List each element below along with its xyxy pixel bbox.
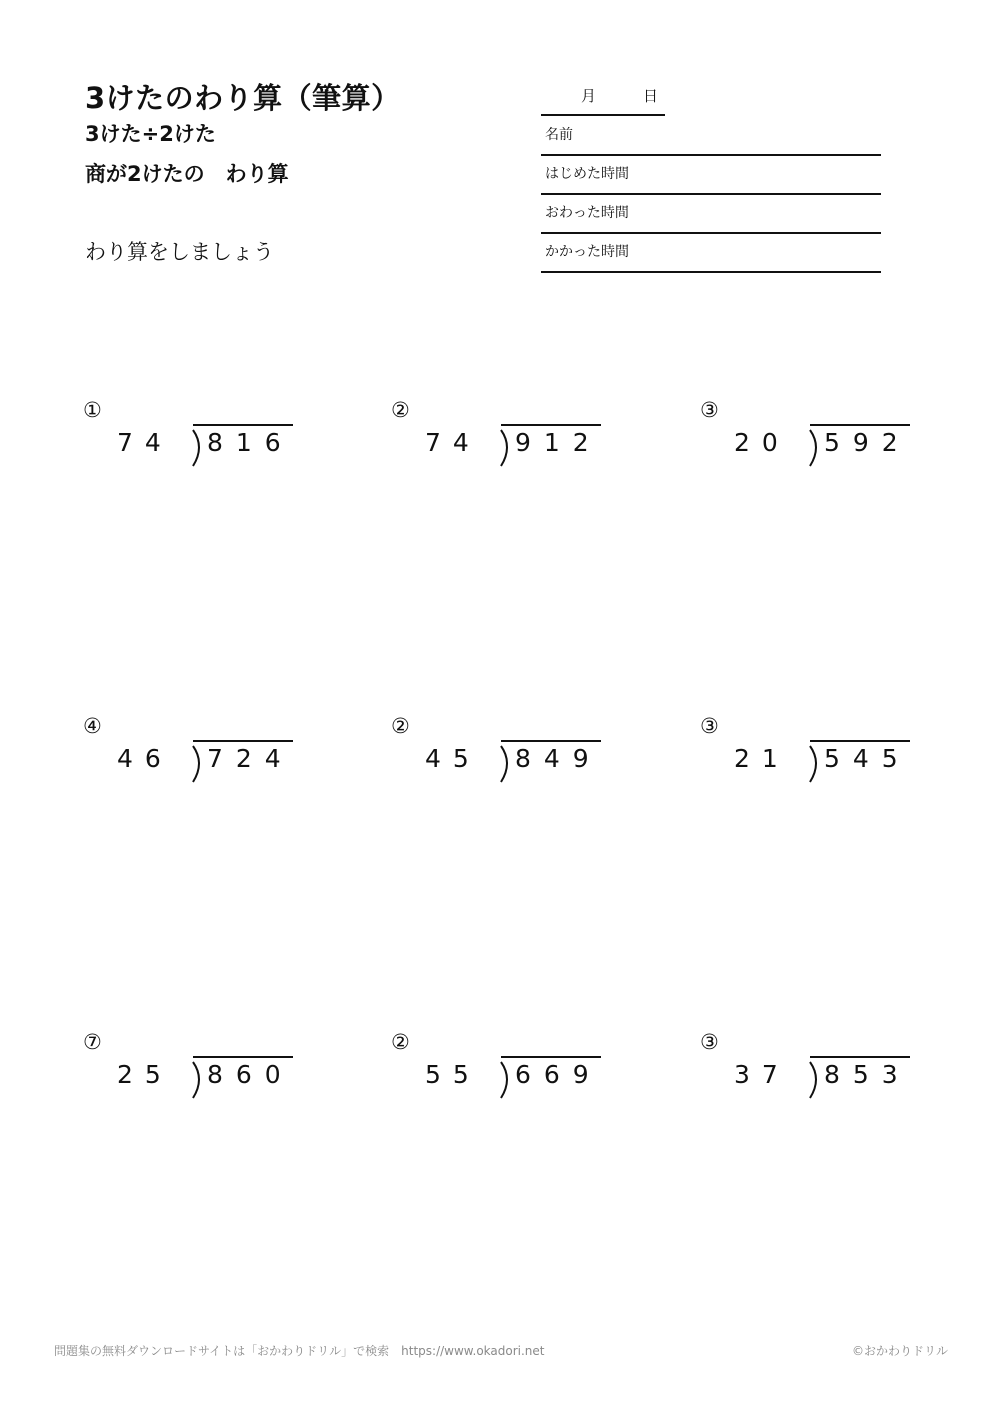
vinculum-line [810, 1056, 910, 1058]
dividend: 592 [824, 428, 911, 457]
elapsed-time-field[interactable] [541, 233, 881, 273]
dividend: 724 [207, 744, 294, 773]
problem-6 [700, 714, 930, 784]
problem-number: ⑦ [83, 1030, 102, 1054]
divisor: 21 [734, 744, 790, 773]
dividend: 849 [515, 744, 602, 773]
vinculum-line [501, 1056, 601, 1058]
divisor: 25 [117, 1060, 173, 1089]
problem-9 [700, 1030, 930, 1100]
divisor: 45 [425, 744, 481, 773]
footer-site-note: 問題集の無料ダウンロードサイトは「おかわりドリル」で検索 https://www.okadori.net [54, 1344, 545, 1358]
problem-number: ① [83, 398, 102, 422]
divisor: 74 [117, 428, 173, 457]
end-time-label: おわった時間 [545, 205, 629, 221]
dividend: 669 [515, 1060, 602, 1089]
date-field[interactable] [541, 82, 665, 116]
month-label: 月 [581, 87, 597, 105]
vinculum-line [193, 1056, 293, 1058]
problem-3 [700, 398, 930, 468]
dividend: 860 [207, 1060, 294, 1089]
vinculum-line [810, 740, 910, 742]
dividend: 545 [824, 744, 911, 773]
dividend: 853 [824, 1060, 911, 1089]
start-time-label: はじめた時間 [545, 166, 629, 182]
worksheet-subtitle: 3けた÷2けた [85, 122, 216, 146]
vinculum-line [193, 424, 293, 426]
vinculum-line [501, 424, 601, 426]
divisor: 20 [734, 428, 790, 457]
problem-number: ④ [83, 714, 102, 738]
info-box [541, 76, 881, 276]
start-time-field[interactable] [541, 155, 881, 195]
problem-number: ③ [700, 398, 719, 422]
vinculum-line [193, 740, 293, 742]
name-label: 名前 [545, 127, 573, 143]
day-label: 日 [643, 87, 659, 105]
divisor: 55 [425, 1060, 481, 1089]
problem-number: ② [391, 398, 410, 422]
problem-8 [391, 1030, 621, 1100]
problem-5 [391, 714, 621, 784]
divisor: 37 [734, 1060, 790, 1089]
problem-number: ② [391, 1030, 410, 1054]
problem-4 [83, 714, 313, 784]
dividend: 816 [207, 428, 294, 457]
dividend: 912 [515, 428, 602, 457]
footer-copyright: ©おかわりドリル [852, 1344, 949, 1358]
elapsed-time-label: かかった時間 [545, 244, 629, 260]
end-time-field[interactable] [541, 194, 881, 234]
vinculum-line [501, 740, 601, 742]
instruction-text: わり算をしましょう [85, 240, 274, 264]
problem-1 [83, 398, 313, 468]
vinculum-line [810, 424, 910, 426]
worksheet-subtitle-quotient: 商が2けたの わり算 [85, 162, 289, 186]
worksheet-title: 3けたのわり算（筆算） [85, 81, 401, 115]
problem-number: ② [391, 714, 410, 738]
name-field[interactable] [541, 116, 881, 156]
divisor: 46 [117, 744, 173, 773]
problem-number: ③ [700, 714, 719, 738]
problem-7 [83, 1030, 313, 1100]
problem-number: ③ [700, 1030, 719, 1054]
divisor: 74 [425, 428, 481, 457]
problem-2 [391, 398, 621, 468]
